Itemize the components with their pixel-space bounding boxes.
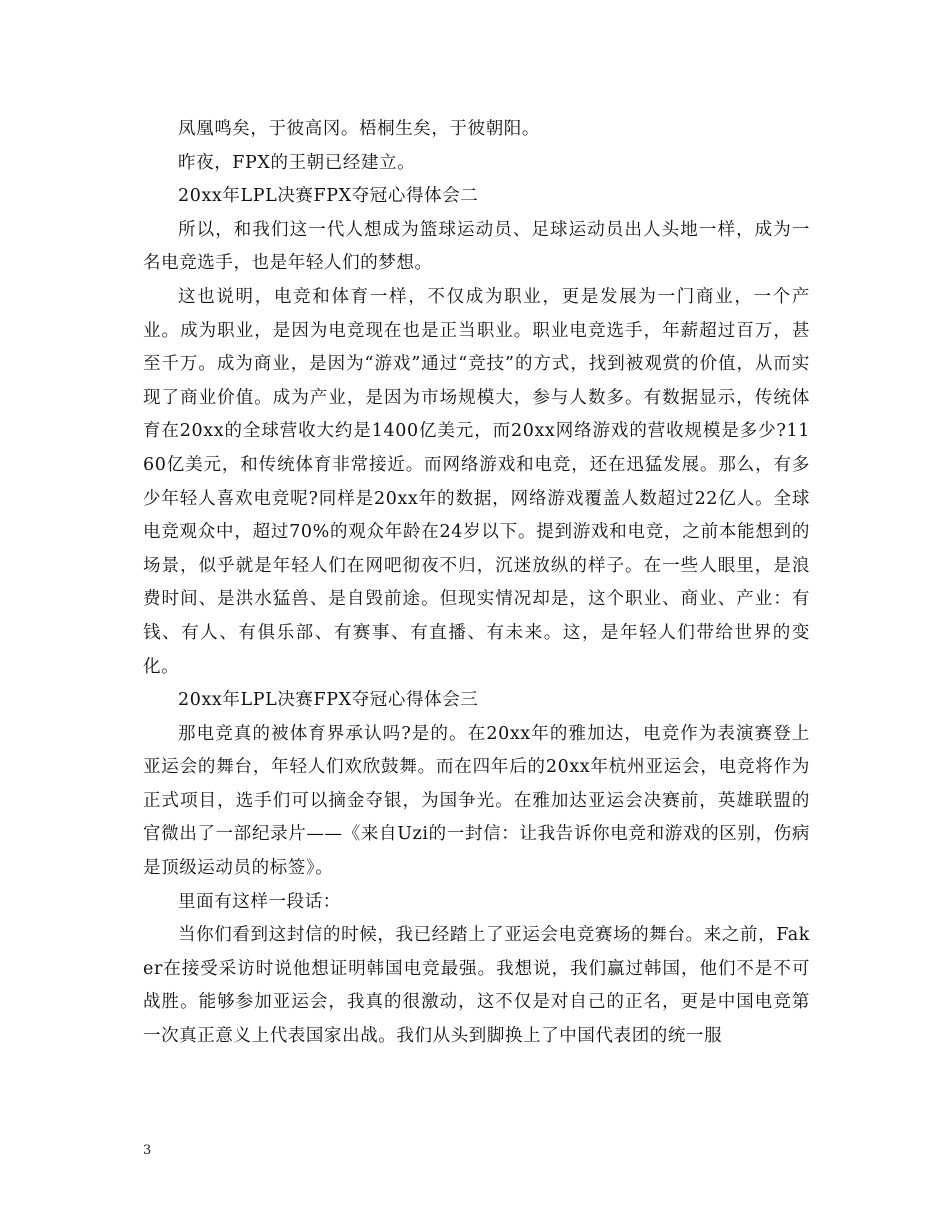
section-heading-two: 20xx年LPL决赛FPX夺冠心得体会二	[178, 186, 479, 207]
paragraph-asian-games: 那电竞真的被体育界承认吗?是的。在20xx年的雅加达，电竞作为表演赛登上亚运会的舞台，年轻人们欢欣鼓舞。而在四年后的20xx年杭州亚运会，电竞将作为正式项目，选手们可以摘金夺银，为国争光。在雅加达亚运会决赛前，英雄联盟的官微出了一部纪录片——《来自Uzi的一封信：让我告诉你电竞和游戏的区别，伤病是顶级运动员的标签》。	[143, 723, 810, 879]
document-body	[143, 113, 810, 1054]
paragraph-quote-intro: 里面有这样一段话：	[178, 891, 341, 912]
paragraph-industry: 这也说明，电竞和体育一样，不仅成为职业，更是发展为一门商业，一个产业。成为职业，是因为电竞现在也是正当职业。职业电竞选手，年薪超过百万，甚至千万。成为商业，是因为“游戏”通过“竞技”的方式，找到被观赏的价值，从而实现了商业价值。成为产业，是因为市场规模大，参与人数多。有数据显示，传统体育在20xx的全球营收大约是1400亿美元，而20xx网络游戏的营收规模是多少?1160亿美元，和传统体育非常接近。而网络游戏和电竞，还在迅猛发展。那么，有多少年轻人喜欢电竞呢?同样是20xx年的数据，网络游戏覆盖人数超过22亿人。全球电竞观众中，超过70%的观众年龄在24岁以下。提到游戏和电竞，之前本能想到的场景，似乎就是年轻人们在网吧彻夜不归，沉迷放纵的样子。在一些人眼里，是浪费时间、是洪水猛兽、是自毁前途。但现实情况却是，这个职业、商业、产业：有钱、有人、有俱乐部、有赛事、有直播、有未来。这，是年轻人们带给世界的变化。	[143, 286, 810, 677]
section-heading-three: 20xx年LPL决赛FPX夺冠心得体会三	[178, 690, 479, 711]
paragraph-dream: 所以，和我们这一代人想成为篮球运动员、足球运动员出人头地一样，成为一名电竞选手，也是年轻人们的梦想。	[143, 219, 810, 274]
paragraph-dynasty: 昨夜，FPX的王朝已经建立。	[178, 152, 416, 173]
page-number: 3	[143, 1143, 152, 1158]
paragraph-opening-verse: 凤凰鸣矣，于彼高冈。梧桐生矣，于彼朝阳。	[178, 119, 540, 139]
paragraph-letter: 当你们看到这封信的时候，我已经踏上了亚运会电竞赛场的舞台。来之前，Faker在接受采访时说他想证明韩国电竞最强。我想说，我们赢过韩国，他们不是不可战胜。能够参加亚运会，我真的很激动，这不仅是对自己的正名，更是中国电竞第一次真正意义上代表国家出战。我们从头到脚换上了中国代表团的统一服	[143, 925, 810, 1047]
